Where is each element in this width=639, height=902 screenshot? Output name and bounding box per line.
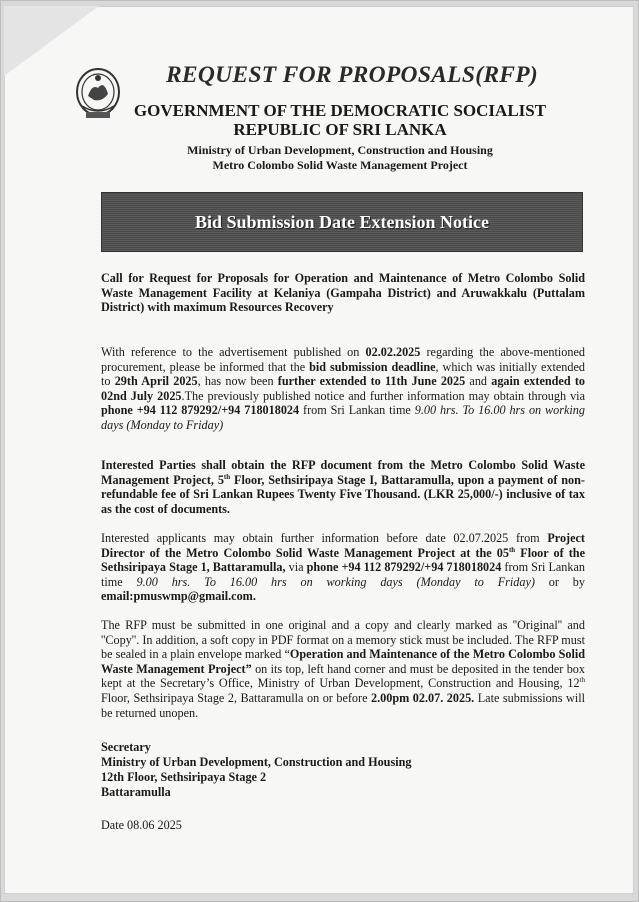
signature-block [101, 740, 501, 800]
para1-text-1: With reference to the advertisement published on [101, 345, 366, 359]
para1-phone: phone +94 112 879292/+94 718018024 [101, 403, 300, 418]
ministry-line-2: Metro Colombo Solid Waste Management Project [212, 158, 468, 172]
para1-deadline: bid submission deadline [309, 359, 436, 374]
notice-banner [101, 192, 583, 252]
para1-date-1: 02.02.2025 [365, 345, 421, 359]
information-paragraph [101, 531, 585, 604]
notice-date: Date 08.06 2025 [101, 818, 182, 832]
ministry-heading [100, 143, 580, 173]
notice-banner-text: Bid Submission Date Extension Notice [194, 211, 490, 232]
para3-hours: 9.00 hrs. To 16.00 hrs on working days (Monday to Friday) [136, 574, 535, 589]
para1-text-2: regarding the above-mentioned procurement, please be informed that the [101, 345, 585, 374]
ministry-line-1: Ministry of Urban Development, Construction and Housing [187, 143, 493, 157]
extension-paragraph [101, 345, 585, 433]
para3-sup: th [508, 545, 516, 554]
government-line-2: REPUBLIC OF SRI LANKA [233, 120, 447, 139]
para3-text-3: from Sri Lankan time [101, 560, 585, 589]
para3-text-1: Interested applicants may obtain further information before date 02.07.2025 from [101, 531, 548, 545]
para1-date-4: again extended to 02nd July 2025 [101, 374, 585, 403]
signature-address: 12th Floor, Sethsiripaya Stage 2 [101, 770, 267, 784]
para1-text-3: , which was initially extended to [101, 359, 585, 389]
para3-bold-2: Floor of the Sethsiripaya Stage 1, Battaramulla, [101, 545, 585, 575]
government-line-1: GOVERNMENT OF THE DEMOCRATIC SOCIALIST [133, 101, 547, 120]
para2-sup: th [223, 472, 231, 481]
para3-email: email:pmuswmp@gmail.com. [101, 589, 256, 604]
signature-city: Battaramulla [101, 785, 171, 799]
page-title: REQUEST FOR PROPOSALS(RFP) [165, 62, 539, 88]
para1-text-6: .The previously published notice and further information may obtain through via [181, 388, 585, 403]
para2-text-2: Floor, Sethsiripaya Stage I, Battaramulla, upon a payment of non- refundable fee of Sri Lankan Rupees Twenty Five Thousand. (LKR 25,000/-) inclusive of tax as the cost of documents. [101, 472, 585, 516]
para1-hours: 9.00 hrs. To 16.00 hrs on working days (Monday to Friday) [101, 403, 585, 432]
para4-text-2: on its top, left hand corner and must be deposited in the tender box kept at the Secretary’s Office, Ministry of Urban Development, Construction and Housing, 12 [101, 661, 585, 691]
para1-text-7: from Sri Lankan time [299, 403, 415, 418]
government-heading [100, 101, 580, 139]
para3-text-4: or by [534, 574, 585, 589]
para3-bold-1: Project Director of the Metro Colombo Solid Waste Management Project at the 05 [101, 531, 585, 560]
para4-text-4: Late submissions will be returned unopen. [101, 690, 585, 720]
rfp-document-paragraph [101, 458, 585, 516]
para1-text-5: and [465, 374, 492, 389]
para4-sup: th [579, 676, 585, 685]
para4-deadline: 2.00pm 02.07. 2025. [371, 690, 475, 705]
para1-text-4: , has now been [197, 374, 278, 389]
para3-phone: phone +94 112 879292/+94 718018024 [306, 560, 502, 575]
para4-text-1: The RFP must be submitted in one original and a copy and clearly marked as ''Original'' and ''Copy''. In addition, a soft copy in PDF format on a memory stick must be included. The RFP must be sealed in a plain envelope marked “ [101, 618, 585, 662]
para2-text-1: Interested Parties shall obtain the RFP document from the Metro Colombo Solid Waste Management Project, 5 [101, 458, 585, 487]
signature-title: Secretary [101, 740, 151, 754]
call-paragraph: Call for Request for Proposals for Operation and Maintenance of Metro Colombo Solid Waste Management Facility at Kelaniya (Gampaha District) and Aruwakkalu (Puttalam District) with maximum Resources Recovery [101, 271, 585, 315]
para1-date-2: 29th April 2025 [114, 374, 198, 389]
para4-text-3: Floor, Sethsiripaya Stage 2, Battaramulla on or before [101, 690, 372, 705]
para3-text-2: via [285, 560, 307, 575]
para1-date-3: further extended to 11th June 2025 [277, 374, 466, 389]
signature-ministry: Ministry of Urban Development, Construction and Housing [101, 755, 412, 769]
submission-paragraph [101, 618, 585, 720]
para4-envelope-label: Operation and Maintenance of the Metro Colombo Solid Waste Management Project” [101, 647, 585, 676]
